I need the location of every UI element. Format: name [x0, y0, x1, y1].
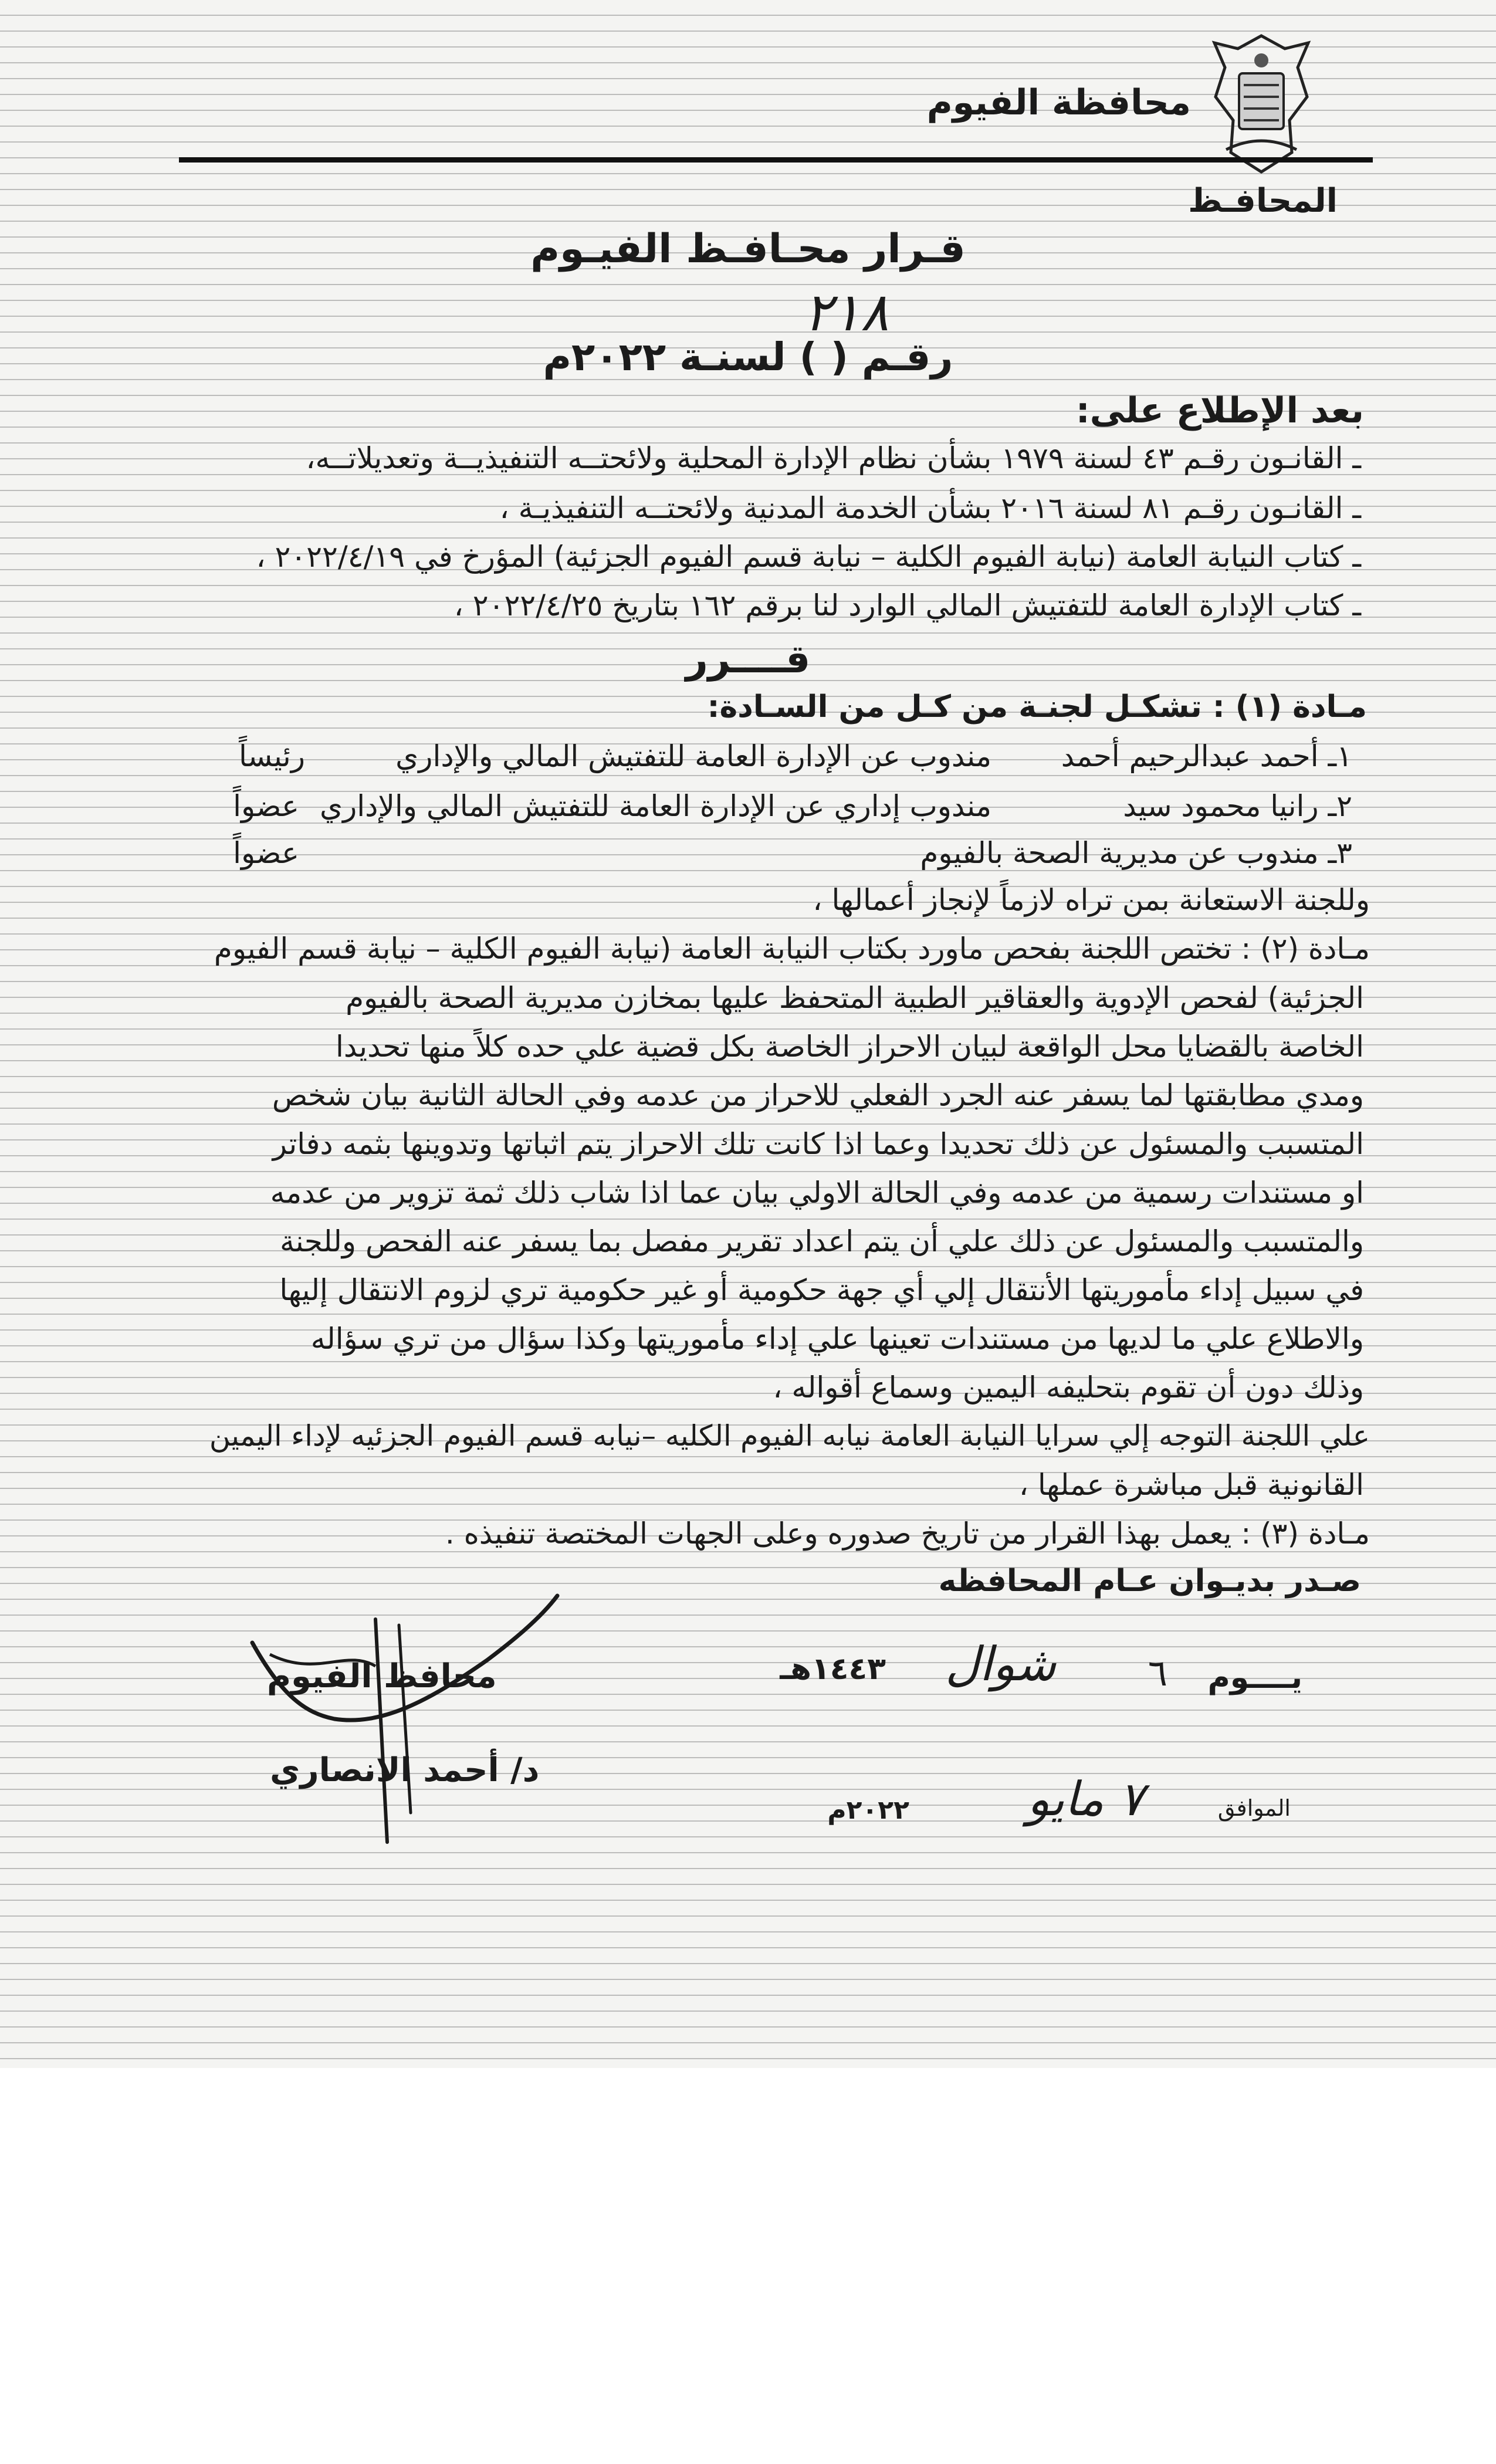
governorate-emblem-icon — [1203, 32, 1320, 176]
article2-line: او مستندات رسمية من عدمه وفي الحالة الاولي بيان عما اذا شاب ذلك ثمة تزوير من عدمه — [270, 1176, 1364, 1210]
article2-line: في سبيل إداء مأموريتها الأنتقال إلي أي جهة حكومية أو غير حكومية تري لزوم الانتقال إليها — [279, 1273, 1364, 1307]
member-role: عضواً — [233, 789, 299, 823]
decision-title: قـرار محـافـظ الفيـوم — [530, 226, 966, 272]
header-divider — [179, 157, 1373, 163]
preamble-heading: بعد الإطلاع على: — [1075, 390, 1364, 431]
signatory-name: د/ أحمد الانصاري — [270, 1751, 540, 1789]
member-desc: مندوب عن الإدارة العامة للتفتيش المالي والإداري — [395, 739, 991, 773]
gregorian-day-month-handwritten: ٧ مايو — [1027, 1772, 1144, 1826]
article2-line: المتسبب والمسئول عن ذلك تحديدا وعما اذا كانت تلك الاحراز يتم اثباتها وتدوينها بثمه دفاتر — [272, 1127, 1364, 1161]
gregorian-year: ٢٠٢٢م — [827, 1795, 909, 1825]
article2-line: الخاصة بالقضايا محل الواقعة لبيان الاحراز الخاصة بكل قضية علي حده كلاً منها تحديدا — [336, 1030, 1364, 1064]
member-name: ٢ـ رانيا محمود سيد — [1123, 789, 1352, 823]
article3: مـادة (٣) : يعمل بهذا القرار من تاريخ صدوره وعلى الجهات المختصة تنفيذه . — [445, 1517, 1370, 1551]
preamble-item: ـ القانـون رقـم ٤٣ لسنة ١٩٧٩ بشأن نظام الإدارة المحلية ولائحتــه التنفيذيــة وتعديلاتــه، — [306, 441, 1361, 475]
issued-line: صـدر بديـوان عـام المحافظه — [938, 1563, 1361, 1599]
member-name: ٣ـ مندوب عن مديرية الصحة بالفيوم — [920, 836, 1352, 870]
decision-number-line: رقـم ( ) لسنـة ٢٠٢٢م — [543, 334, 953, 380]
article2-line: الجزئية) لفحص الإدوية والعقاقير الطبية المتحفظ عليها بمخازن مديرية الصحة بالفيوم — [346, 981, 1364, 1015]
hijri-month-handwritten: شوال — [945, 1637, 1056, 1691]
signatory-title: محافظ الفيوم — [267, 1657, 497, 1695]
member-name: ١ـ أحمد عبدالرحيم أحمد — [1061, 739, 1352, 773]
article2-line: وذلك دون أن تقوم بتحليفه اليمين وسماع أقواله ، — [773, 1370, 1364, 1404]
article2-line: مـادة (٢) : تختص اللجنة بفحص ماورد بكتاب النيابة العامة (نيابة الفيوم الكلية – نيابة قسم الفيوم — [214, 932, 1370, 966]
gregorian-date-prefix: الموافق — [1217, 1795, 1291, 1821]
article2-line: القانونية قبل مباشرة عملها ، — [1018, 1468, 1364, 1502]
handwritten-decision-number: ٢١٨ — [804, 282, 889, 343]
article2-line: والمتسبب والمسئول عن ذلك علي أن يتم اعداد تقرير مفصل بما يسفر عنه الفحص وللجنة — [279, 1224, 1364, 1258]
office-label: المحافـظ — [1188, 182, 1338, 220]
member-role: عضواً — [233, 836, 299, 870]
handwritten-signature — [235, 1572, 563, 1848]
article2-line: علي اللجنة التوجه إلي سرايا النيابة العامة نيابه الفيوم الكليه –نيابه قسم الفيوم الجزئيه لإداء اليمين — [209, 1419, 1370, 1453]
article1-note: وللجنة الاستعانة بمن تراه لازماً لإنجاز أعمالها ، — [813, 883, 1370, 917]
member-desc: مندوب إداري عن الإدارة العامة للتفتيش المالي والإداري — [319, 789, 991, 823]
governorate-name: محافظة الفيوم — [926, 82, 1191, 123]
hijri-day: ٦ — [1148, 1651, 1167, 1694]
article2-line: ومدي مطابقتها لما يسفر عنه الجرد الفعلي للاحراز من عدمه وفي الحالة الثانية بيان شخص — [272, 1078, 1364, 1112]
preamble-item: ـ كتاب الإدارة العامة للتفتيش المالي الوارد لنا برقم ١٦٢ بتاريخ ٢٠٢٢/٤/٢٥ ، — [453, 588, 1361, 622]
article2-line: والاطلاع علي ما لديها من مستندات تعينها علي إداء مأموريتها وكذا سؤال من تري سؤاله — [310, 1322, 1364, 1356]
article1-heading: مـادة (١) : تشكـل لجنـة من كـل من السـادة: — [707, 689, 1367, 725]
preamble-item: ـ كتاب النيابة العامة (نيابة الفيوم الكلية – نيابة قسم الفيوم الجزئية) المؤرخ في ٢٠٢٢/٤/١٩ ، — [256, 540, 1361, 574]
preamble-item: ـ القانـون رقـم ٨١ لسنة ٢٠١٦ بشأن الخدمة المدنية ولائحتــه التنفيذيـة ، — [499, 491, 1361, 525]
member-role: رئيساً — [239, 739, 305, 773]
decided-heading: قــــرر — [685, 637, 811, 682]
hijri-year: ١٤٤٣هـ — [780, 1651, 886, 1687]
hijri-date-prefix: يــــوم — [1207, 1660, 1302, 1695]
